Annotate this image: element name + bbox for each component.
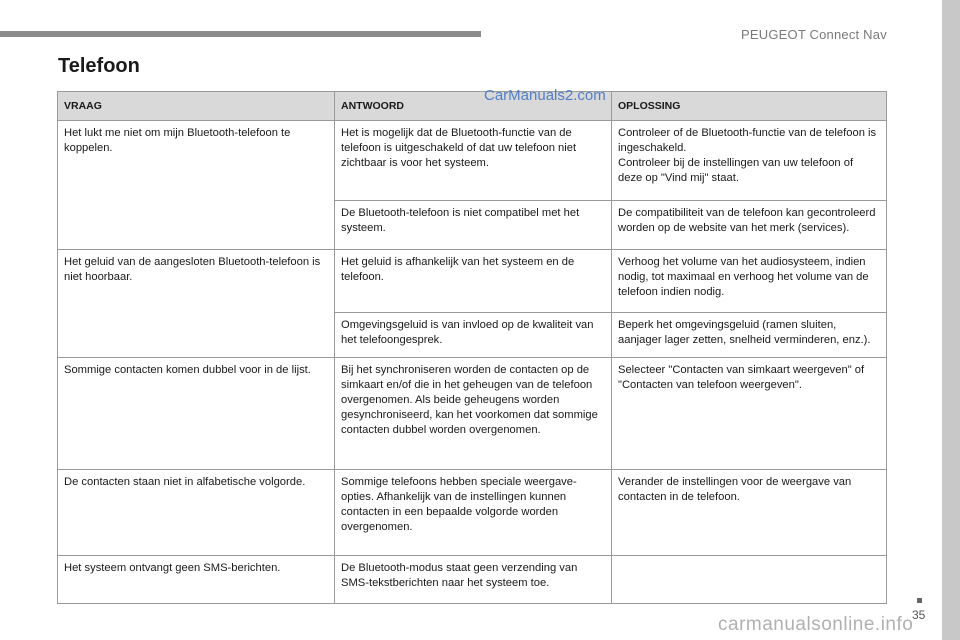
question-cell: De contacten staan niet in alfabetische volgorde. [58, 470, 335, 556]
table-row [58, 358, 887, 470]
header-rule [0, 31, 481, 37]
column-header-solution: OPLOSSING [612, 92, 887, 121]
solution-cell: Beperk het omgevingsgeluid (ramen sluiten, aanjager lager zetten, snelheid verminderen, enz.). [612, 313, 887, 358]
question-cell: Sommige contacten komen dubbel voor in de lijst. [58, 358, 335, 470]
page-number: 35 [912, 608, 926, 622]
footer-bullet-icon [917, 598, 922, 603]
solution-cell: Verander de instellingen voor de weergave van contacten in de telefoon. [612, 470, 887, 556]
table-row [58, 121, 887, 201]
answer-cell: De Bluetooth-telefoon is niet compatibel met het systeem. [335, 201, 612, 250]
solution-cell: Verhoog het volume van het audiosysteem, indien nodig, tot maximaal en verhoog het volume van de telefoon indien nodig. [612, 250, 887, 313]
table-header-row [58, 92, 887, 121]
question-cell: Het geluid van de aangesloten Bluetooth-telefoon is niet hoorbaar. [58, 250, 335, 358]
question-cell: Het systeem ontvangt geen SMS-berichten. [58, 556, 335, 604]
solution-cell: De compatibiliteit van de telefoon kan gecontroleerd worden op de website van het merk (services). [612, 201, 887, 250]
footer-watermark: carmanualsonline.info [718, 614, 914, 635]
solution-cell: Selecteer "Contacten van simkaart weergeven" of "Contacten van telefoon weergeven". [612, 358, 887, 470]
watermark-logo: CarManuals2.com [484, 87, 606, 104]
table-row [58, 470, 887, 556]
answer-cell: De Bluetooth-modus staat geen verzending van SMS-tekstberichten naar het systeem toe. [335, 556, 612, 604]
table-row [58, 556, 887, 604]
page-edge-strip [942, 0, 960, 640]
answer-cell: Het geluid is afhankelijk van het systeem en de telefoon. [335, 250, 612, 313]
column-header-answer: ANTWOORD [335, 92, 612, 121]
answer-cell: Bij het synchroniseren worden de contacten op de simkaart en/of die in het geheugen van de telefoon overgenomen. Als beide geheugens worden gesynchroniseerd, kan het voorkomen dat sommige contacten dubbel worden overgenomen. [335, 358, 612, 470]
brand-header: PEUGEOT Connect Nav [741, 27, 887, 42]
column-header-question: VRAAG [58, 92, 335, 121]
answer-cell: Sommige telefoons hebben speciale weergave-opties. Afhankelijk van de instellingen kunnen contacten in een bepaalde volgorde worden overgenomen. [335, 470, 612, 556]
solution-cell: Controleer of de Bluetooth-functie van de telefoon is ingeschakeld. Controleer bij de instellingen van uw telefoon of deze op "Vind mij" staat. [612, 121, 887, 201]
answer-cell: Omgevingsgeluid is van invloed op de kwaliteit van het telefoongesprek. [335, 313, 612, 358]
answer-cell: Het is mogelijk dat de Bluetooth-functie van de telefoon is uitgeschakeld of dat uw telefoon niet zichtbaar is voor het systeem. [335, 121, 612, 201]
solution-cell [612, 556, 887, 604]
page-title: Telefoon [58, 55, 140, 77]
question-cell: Het lukt me niet om mijn Bluetooth-telefoon te koppelen. [58, 121, 335, 250]
faq-table [57, 91, 887, 604]
table-row [58, 250, 887, 313]
